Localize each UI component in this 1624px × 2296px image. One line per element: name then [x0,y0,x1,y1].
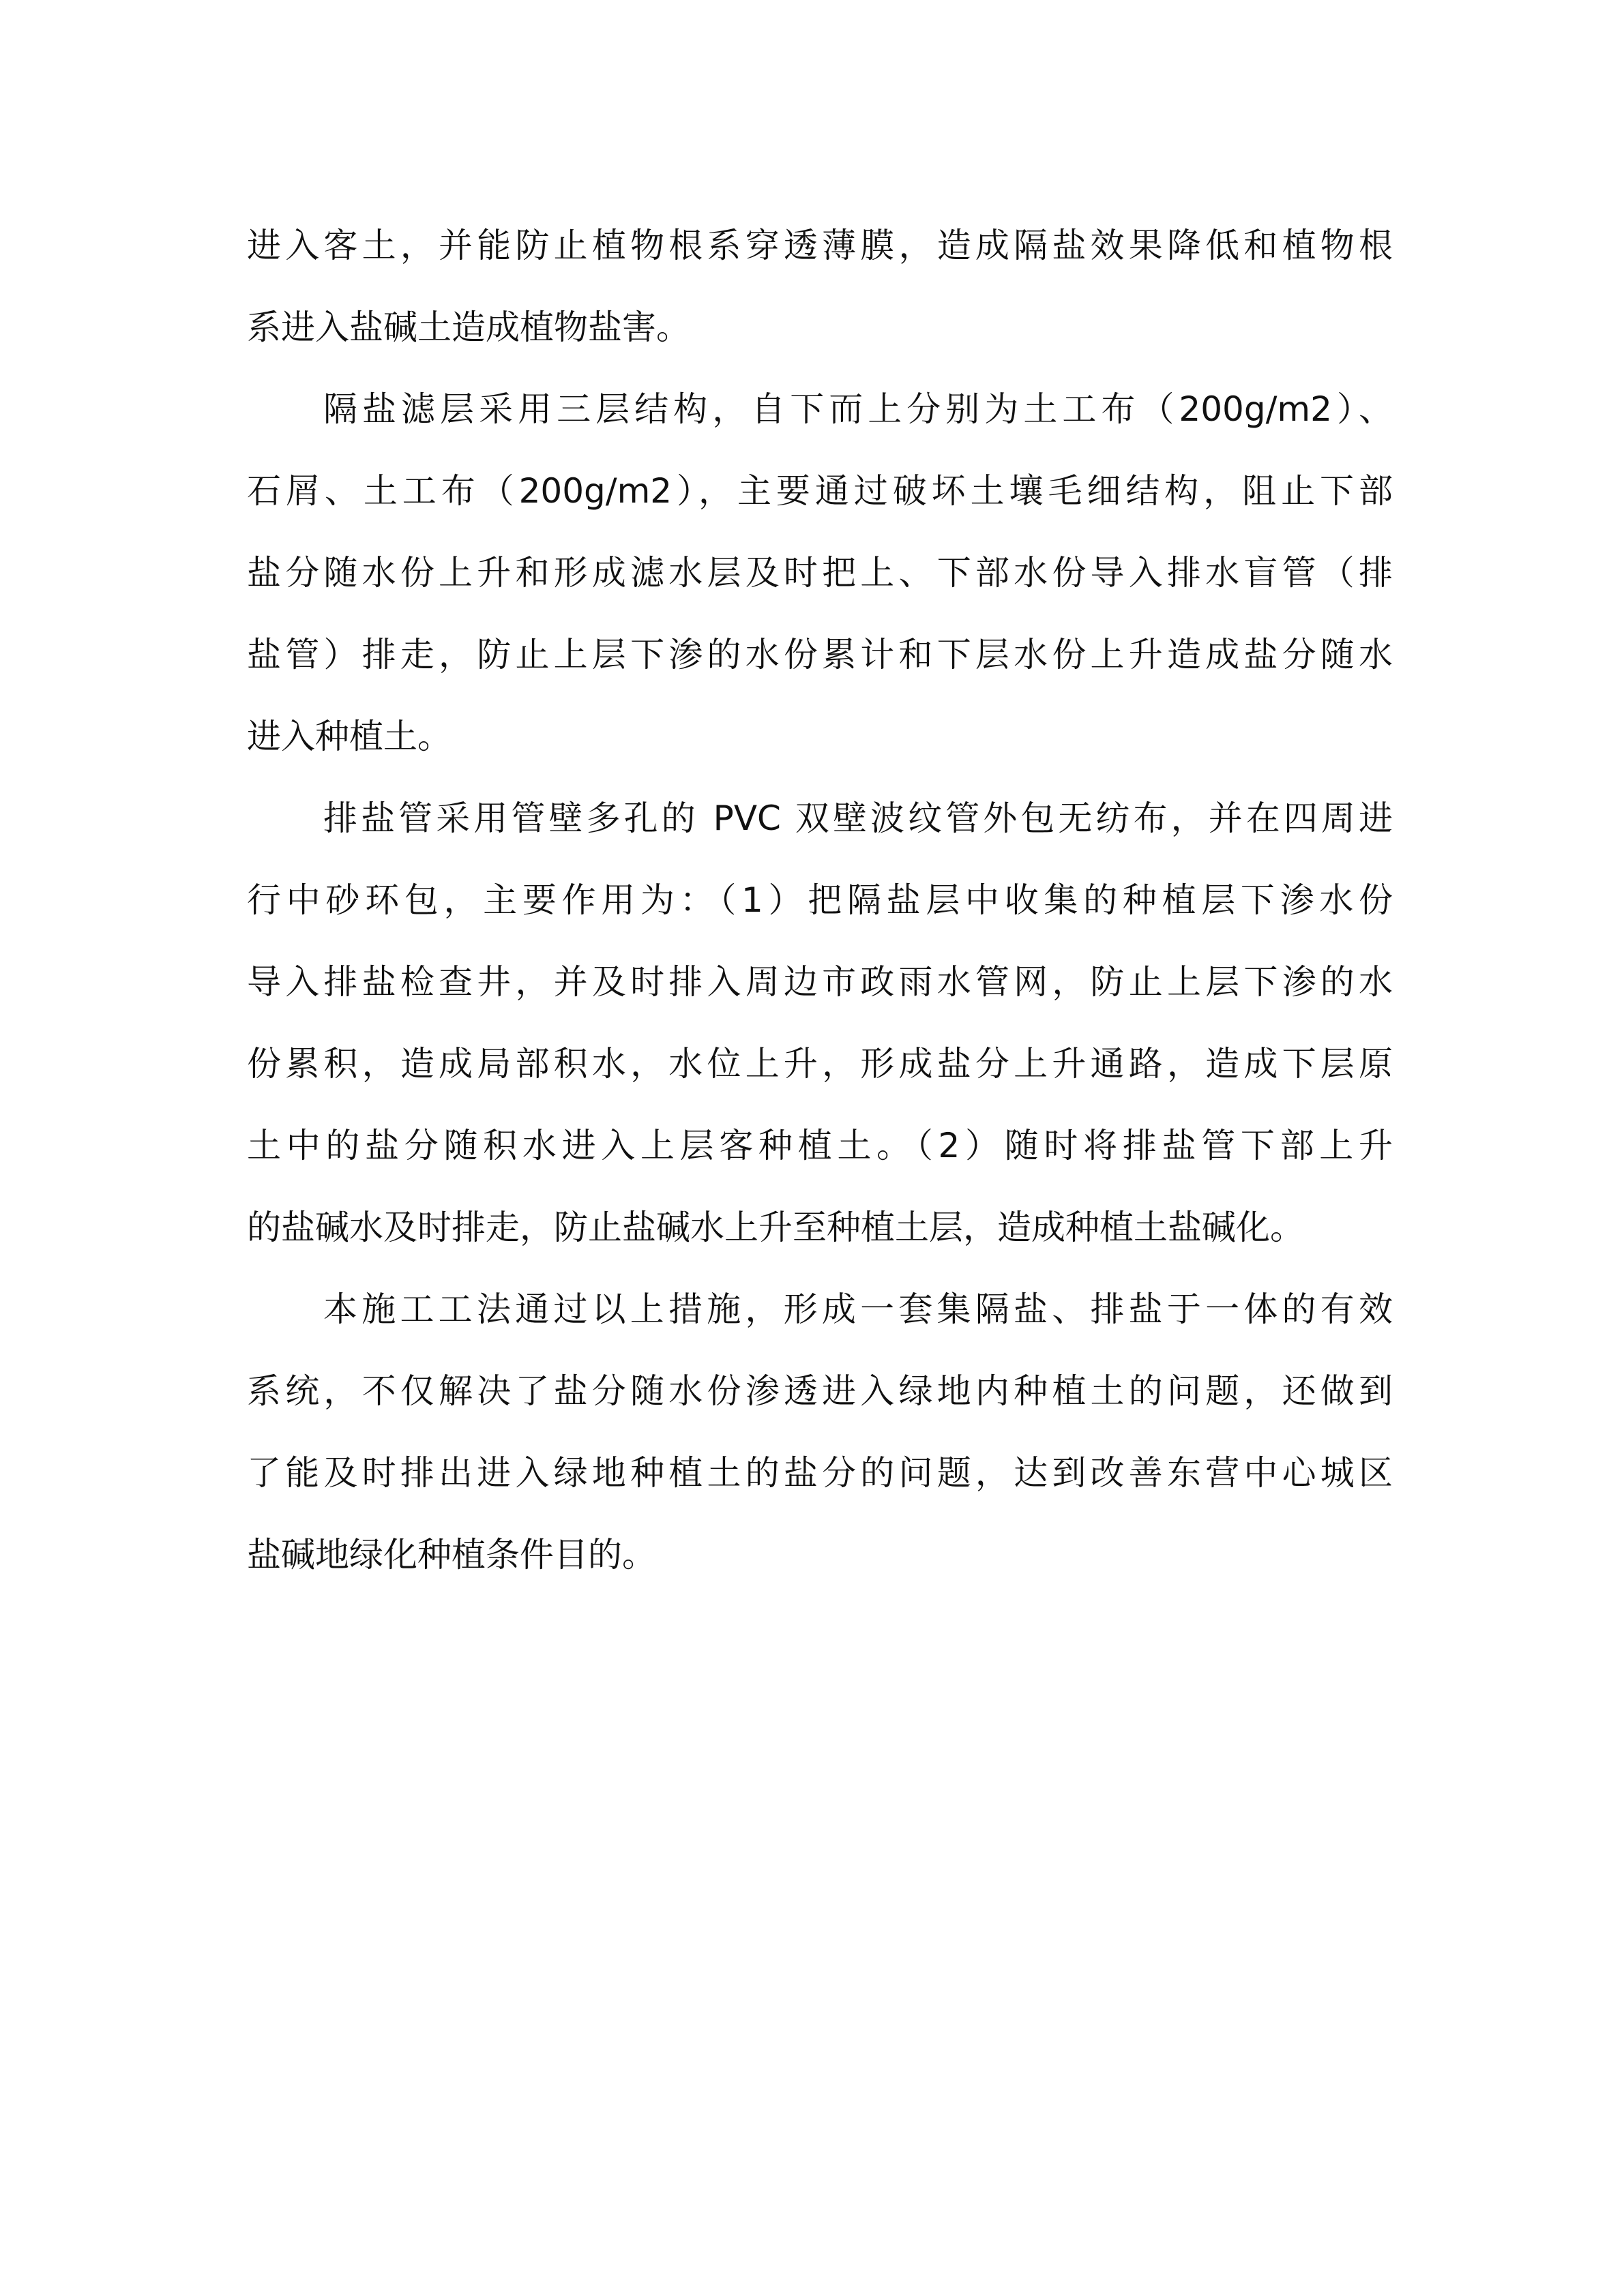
paragraph-2-line-1: 隔盐滤层采用三层结构，自下而上分别为土工布（200g/m2）、 [323,389,1393,429]
paragraph-1-line-1: 进入客土，并能防止植物根系穿透薄膜，造成隔盐效果降低和植物根 [247,226,1393,265]
paragraph-1-line-2: 系进入盐碱土造成植物盐害。 [247,308,690,347]
paragraph-3-line-1: 排盐管采用管壁多孔的 PVC 双壁波纹管外包无纺布，并在四周进 [323,799,1393,838]
paragraph-3-line-3: 导入排盐检查井，并及时排入周边市政雨水管网，防止上层下渗的水 [247,962,1393,1002]
paragraph-3-line-2: 行中砂环包，主要作用为：（1）把隔盐层中收集的种植层下渗水份 [247,880,1393,920]
paragraph-2-line-4: 盐管）排走，防止上层下渗的水份累计和下层水份上升造成盐分随水 [247,635,1393,674]
paragraph-4-line-2: 系统，不仅解决了盐分随水份渗透进入绿地内种植土的问题，还做到 [247,1371,1393,1411]
paragraph-2-line-2: 石屑、土工布（200g/m2），主要通过破坏土壤毛细结构，阻止下部 [247,471,1393,511]
paragraph-3-line-6: 的盐碱水及时排走，防止盐碱水上升至种植土层，造成种植土盐碱化。 [247,1208,1304,1247]
paragraph-2-line-3: 盐分随水份上升和形成滤水层及时把上、下部水份导入排水盲管（排 [247,553,1393,593]
paragraph-3-line-4: 份累积，造成局部积水，水位上升，形成盐分上升通路，造成下层原 [247,1044,1393,1084]
paragraph-2-line-5: 进入种植土。 [247,717,452,756]
document-body [247,205,1393,1596]
paragraph-4-line-1: 本施工工法通过以上措施，形成一套集隔盐、排盐于一体的有效 [323,1289,1393,1329]
paragraph-3-line-5: 土中的盐分随积水进入上层客种植土。（2）随时将排盐管下部上升 [247,1126,1393,1165]
paragraph-4-line-4: 盐碱地绿化种植条件目的。 [247,1535,656,1575]
paragraph-4-line-3: 了能及时排出进入绿地种植土的盐分的问题，达到改善东营中心城区 [247,1453,1393,1493]
